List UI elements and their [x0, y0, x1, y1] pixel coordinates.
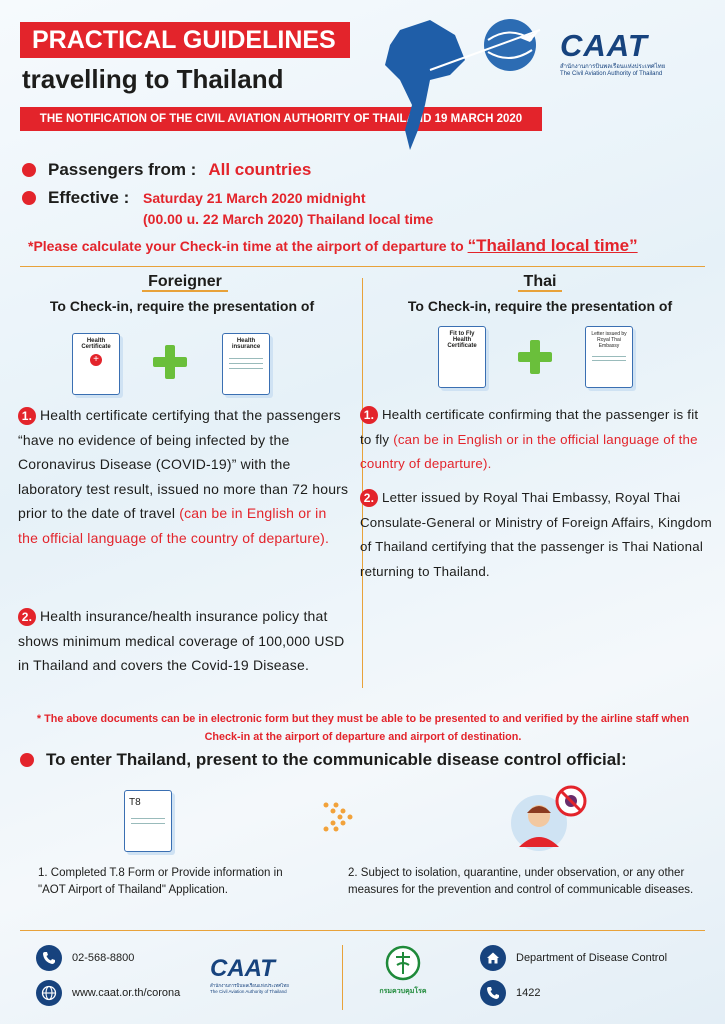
dept-contact	[480, 945, 667, 971]
page-title: PRACTICAL GUIDELINES	[20, 22, 350, 58]
embassy-letter-icon: Letter issued by Royal Thai Embassy	[585, 326, 633, 388]
calc-note-text: *Please calculate your Check-in time at the airport of departure to	[28, 238, 464, 254]
effective-date: Saturday 21 March 2020 midnight	[143, 190, 366, 206]
calc-note	[28, 236, 638, 256]
thai-item-2-text: Letter issued by Royal Thai Embassy, Royal Thai Consulate-General or Ministry of Foreign Affairs, Kingdom of Thailand certifying that the passenger is Thai National returning to Thailand.	[360, 490, 712, 579]
foreigner-heading: Foreigner	[20, 273, 350, 291]
item-number: 1.	[360, 406, 378, 424]
effective-row	[22, 188, 129, 208]
passengers-value: All countries	[208, 160, 312, 179]
enter-step-1: 1. Completed T.8 Form or Provide information in "AOT Airport of Thailand" Application.	[38, 867, 283, 896]
foreigner-item-2	[18, 604, 350, 678]
phone-icon	[480, 980, 506, 1006]
phone-number[interactable]: 02-568-8800	[72, 952, 135, 964]
caat-footer-logo: CAAT สำนักงานการบินพลเรือนแห่งประเทศไทย The Civil Aviation Authority of Thailand	[210, 955, 289, 994]
divider	[20, 930, 705, 931]
foreigner-subheading: To Check-in, require the presentation of	[49, 298, 315, 314]
department-name: Department of Disease Control	[516, 952, 668, 964]
t8-form-icon: T8	[124, 790, 172, 852]
electronic-form-note: * The above documents can be in electronic form but they must be able to be presented to and verified by the airline staff when Check-in at the airport of departure and airport of destination.	[36, 713, 690, 743]
arrow-right-icon	[318, 797, 358, 837]
caat-logo-english: The Civil Aviation Authority of Thailand	[560, 71, 663, 77]
foreigner-item-1	[18, 403, 350, 550]
plus-icon	[518, 340, 552, 374]
bullet-icon	[20, 753, 34, 767]
thai-item-1-text: Health certificate confirming that the passenger is fit to fly	[360, 407, 699, 447]
divider	[342, 945, 343, 1010]
divider	[20, 266, 705, 267]
fit-to-fly-certificate-icon: Fit to Fly Health Certificate	[438, 326, 486, 388]
hotline-number[interactable]: 1422	[516, 987, 541, 999]
passengers-label: Passengers from :	[48, 160, 197, 179]
thai-item-2	[360, 486, 712, 584]
notification-banner: THE NOTIFICATION OF THE CIVIL AVIATION AUTHORITY OF THAILAND 19 MARCH 2020	[20, 107, 542, 131]
foreigner-item-1-text: Health certificate certifying that the passengers “have no evidence of being infected by the Coronavirus Disease (COVID-19)” with the laboratory test result, issued no more than 72 hours prior to the date of travel	[18, 407, 349, 521]
page-subtitle: travelling to Thailand	[22, 64, 284, 94]
website-link[interactable]: www.caat.or.th/corona	[72, 987, 181, 999]
thai-item-1-language: (can be in English or in the official language of the country of departure).	[360, 431, 698, 471]
passengers-row	[22, 160, 311, 180]
phone-contact	[36, 945, 134, 971]
phone-icon	[36, 945, 62, 971]
home-icon	[480, 945, 506, 971]
globe-icon	[36, 980, 62, 1006]
hotline-contact	[480, 980, 540, 1006]
enter-step-2: 2. Subject to isolation, quarantine, under observation, or any other measures for the prevention and control of communicable diseases.	[348, 867, 694, 896]
divider	[362, 278, 363, 688]
item-number: 2.	[360, 489, 378, 507]
website-contact	[36, 980, 180, 1006]
ddc-emblem-icon	[385, 945, 421, 981]
effective-label: Effective :	[48, 188, 130, 207]
thailand-map-icon	[370, 10, 550, 160]
caat-logo-text: CAAT	[560, 28, 648, 63]
health-insurance-icon: Health insurance	[222, 333, 270, 395]
thai-subheading: To Check-in, require the presentation of	[407, 298, 673, 314]
calc-note-emphasis: “Thailand local time”	[467, 236, 638, 255]
bullet-icon	[22, 163, 36, 177]
ddc-logo: กรมควบคุมโรค	[378, 945, 428, 997]
item-number: 2.	[18, 608, 36, 626]
foreigner-item-1-language: (can be in English or in the official language of the country of departure).	[18, 505, 330, 546]
caat-logo	[560, 28, 705, 78]
effective-time: (00.00 u. 22 March 2020) Thailand local time	[143, 211, 434, 227]
thai-item-1	[360, 403, 712, 477]
thai-heading: Thai	[375, 273, 705, 291]
health-certificate-icon: Health Certificate +	[72, 333, 120, 395]
item-number: 1.	[18, 407, 36, 425]
enter-thailand-heading: To enter Thailand, present to the communicable disease control official:	[20, 750, 627, 770]
foreigner-item-2-text: Health insurance/health insurance policy that shows minimum medical coverage of 100,000 USD in Thailand and covers the Covid-19 Disease.	[18, 608, 345, 673]
plus-icon	[153, 345, 187, 379]
bullet-icon	[22, 191, 36, 205]
caat-logo-thai: สำนักงานการบินพลเรือนแห่งประเทศไทย	[560, 64, 666, 70]
person-no-virus-icon	[505, 783, 590, 853]
